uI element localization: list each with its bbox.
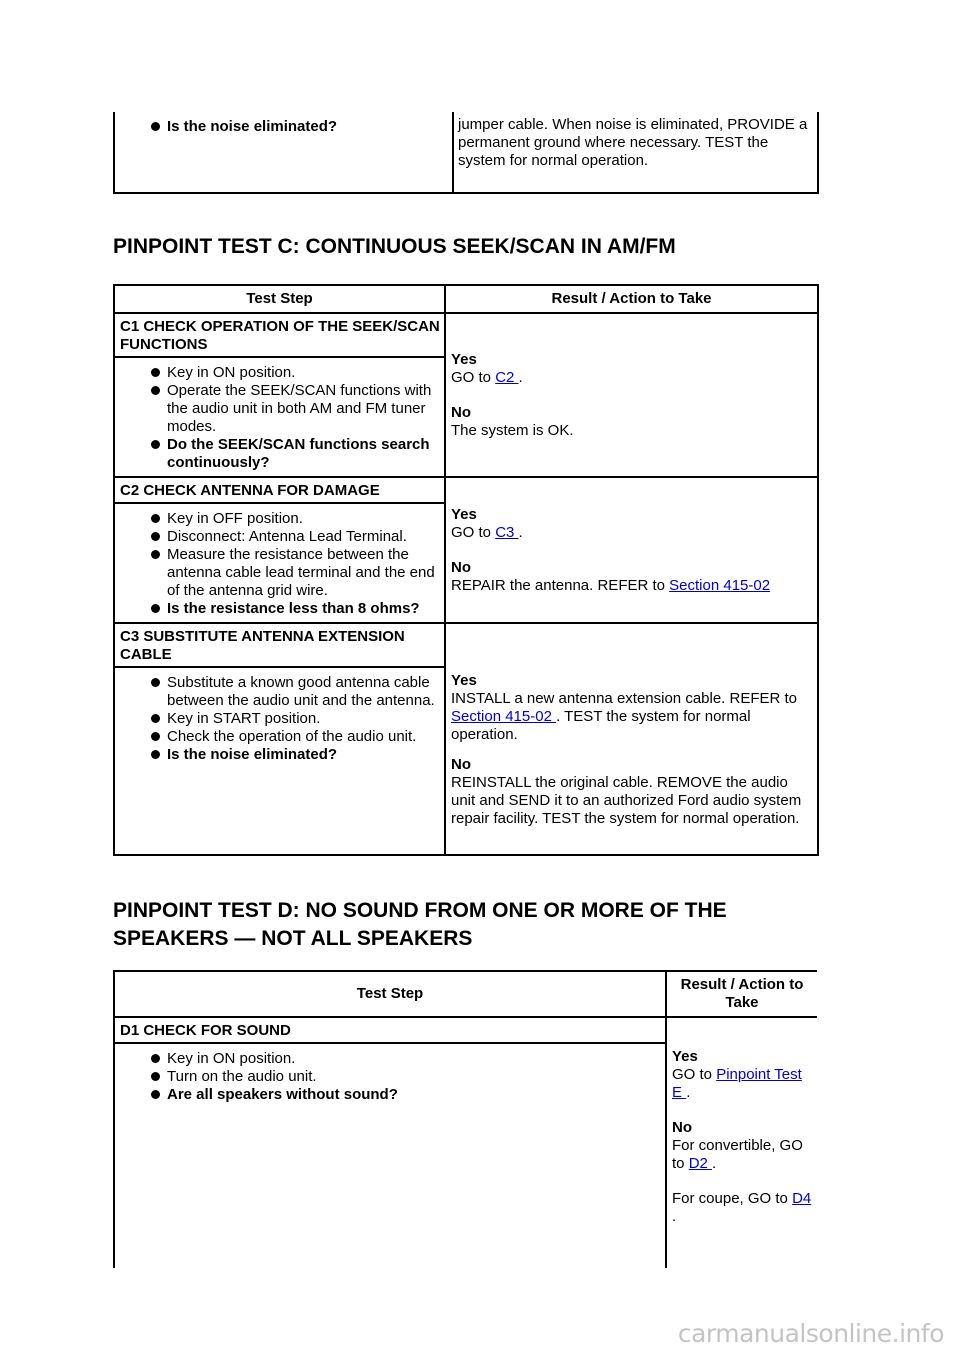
fragment-step-cell <box>114 112 453 193</box>
c2-action-3: Measure the resistance between the antenna cable lead terminal and the end of the antenna grid wire. <box>167 546 440 600</box>
watermark: carmanualsonline.info <box>677 1319 944 1348</box>
step-d1-result <box>666 1017 817 1268</box>
fragment-question: Is the noise eliminated? <box>167 118 448 136</box>
step-d1-heading: D1 CHECK FOR SOUND <box>114 1017 666 1043</box>
c2-yes-text: GO to <box>451 523 496 541</box>
step-c3-heading: C3 SUBSTITUTE ANTENNA EXTENSION CABLE <box>114 623 445 667</box>
d1-no-coupe-post: . <box>672 1208 677 1225</box>
c1-yes-text: GO to <box>451 368 496 386</box>
test-d-step-header: Test Step <box>114 971 666 1017</box>
d1-yes-post: . <box>686 1084 691 1101</box>
d1-d2-link[interactable]: D2 <box>688 1155 713 1172</box>
c3-yes-text: INSTALL a new antenna extension cable. REFER to <box>451 690 798 707</box>
c1-yes-link[interactable]: C2 <box>495 368 519 386</box>
step-c1-body <box>114 357 445 477</box>
c2-action-2: Disconnect: Antenna Lead Terminal. <box>167 528 440 546</box>
c2-question: Is the resistance less than 8 ohms? <box>167 600 440 618</box>
d1-no-coupe-text: For coupe, GO to <box>672 1190 793 1207</box>
d1-no-convertible-post: . <box>712 1155 717 1172</box>
d1-d4-link[interactable]: D4 <box>792 1190 812 1207</box>
d1-action-1: Key in ON position. <box>167 1050 661 1068</box>
c3-yes-post: . TEST the system for normal operation. <box>451 708 751 743</box>
c2-no-label: No <box>451 558 471 576</box>
c2-yes-link[interactable]: C3 <box>495 523 519 541</box>
d1-yes-text: GO to <box>672 1066 717 1083</box>
c2-yes-post: . <box>518 523 523 541</box>
c1-yes-post: . <box>518 368 523 386</box>
c3-no-text: REINSTALL the original cable. REMOVE the audio unit and SEND it to an authorized Ford audio system repair facility. TEST the system for normal operation. <box>451 774 802 827</box>
c3-question: Is the noise eliminated? <box>167 746 440 764</box>
c3-action-1: Substitute a known good antenna cable between the audio unit and the antenna. <box>167 674 440 710</box>
c2-yes-label: Yes <box>451 505 477 523</box>
test-d-result-header: Result / Action to Take <box>666 971 817 1017</box>
c1-yes-label: Yes <box>451 350 477 368</box>
test-c-title: PINPOINT TEST C: CONTINUOUS SEEK/SCAN IN AM/FM <box>113 235 676 258</box>
d1-action-2: Turn on the audio unit. <box>167 1068 661 1086</box>
c2-no-link[interactable]: Section 415-02 <box>669 576 771 594</box>
step-d1-body <box>114 1043 666 1268</box>
d1-yes-label: Yes <box>672 1048 698 1065</box>
c3-no-label: No <box>451 756 471 773</box>
c3-yes-link[interactable]: Section 415-02 <box>451 708 557 725</box>
c1-action-1: Key in ON position. <box>167 364 440 382</box>
d1-question: Are all speakers without sound? <box>167 1086 661 1104</box>
step-c2-body <box>114 503 445 623</box>
d1-yes-link[interactable]: Pinpoint Test E <box>672 1066 802 1101</box>
c1-no-text: The system is OK. <box>451 421 574 439</box>
previous-test-fragment <box>113 112 819 194</box>
test-d-title: PINPOINT TEST D: NO SOUND FROM ONE OR MORE OF THE SPEAKERS — NOT ALL SPEAKERS <box>113 899 727 950</box>
test-d-table-wrapper <box>113 970 817 1268</box>
c1-no-label: No <box>451 403 471 421</box>
c3-action-3: Check the operation of the audio unit. <box>167 728 440 746</box>
c1-question: Do the SEEK/SCAN functions search continuously? <box>167 436 440 472</box>
c2-no-text: REPAIR the antenna. REFER to <box>451 576 670 594</box>
c3-yes-label: Yes <box>451 672 477 689</box>
step-c3-result <box>445 623 818 855</box>
step-c2-result <box>445 477 818 623</box>
fragment-result-text: jumper cable. When noise is eliminated, PROVIDE a permanent ground where necessary. TEST the system for normal operation. <box>458 116 808 169</box>
c1-action-2: Operate the SEEK/SCAN functions with the audio unit in both AM and FM tuner modes. <box>167 382 440 436</box>
d1-no-label: No <box>672 1119 692 1136</box>
test-c-result-header: Result / Action to Take <box>445 285 818 313</box>
test-c-table <box>113 284 819 856</box>
step-c1-heading: C1 CHECK OPERATION OF THE SEEK/SCAN FUNCTIONS <box>114 313 445 357</box>
d1-no-convertible-text: For convertible, GO to <box>672 1137 803 1172</box>
step-c3-body <box>114 667 445 855</box>
test-c-step-header: Test Step <box>114 285 445 313</box>
c3-action-2: Key in START position. <box>167 710 440 728</box>
fragment-result-cell <box>453 112 818 193</box>
c2-action-1: Key in OFF position. <box>167 510 440 528</box>
step-c2-heading: C2 CHECK ANTENNA FOR DAMAGE <box>114 477 445 503</box>
test-d-table <box>113 970 817 1268</box>
step-c1-result <box>445 313 818 477</box>
